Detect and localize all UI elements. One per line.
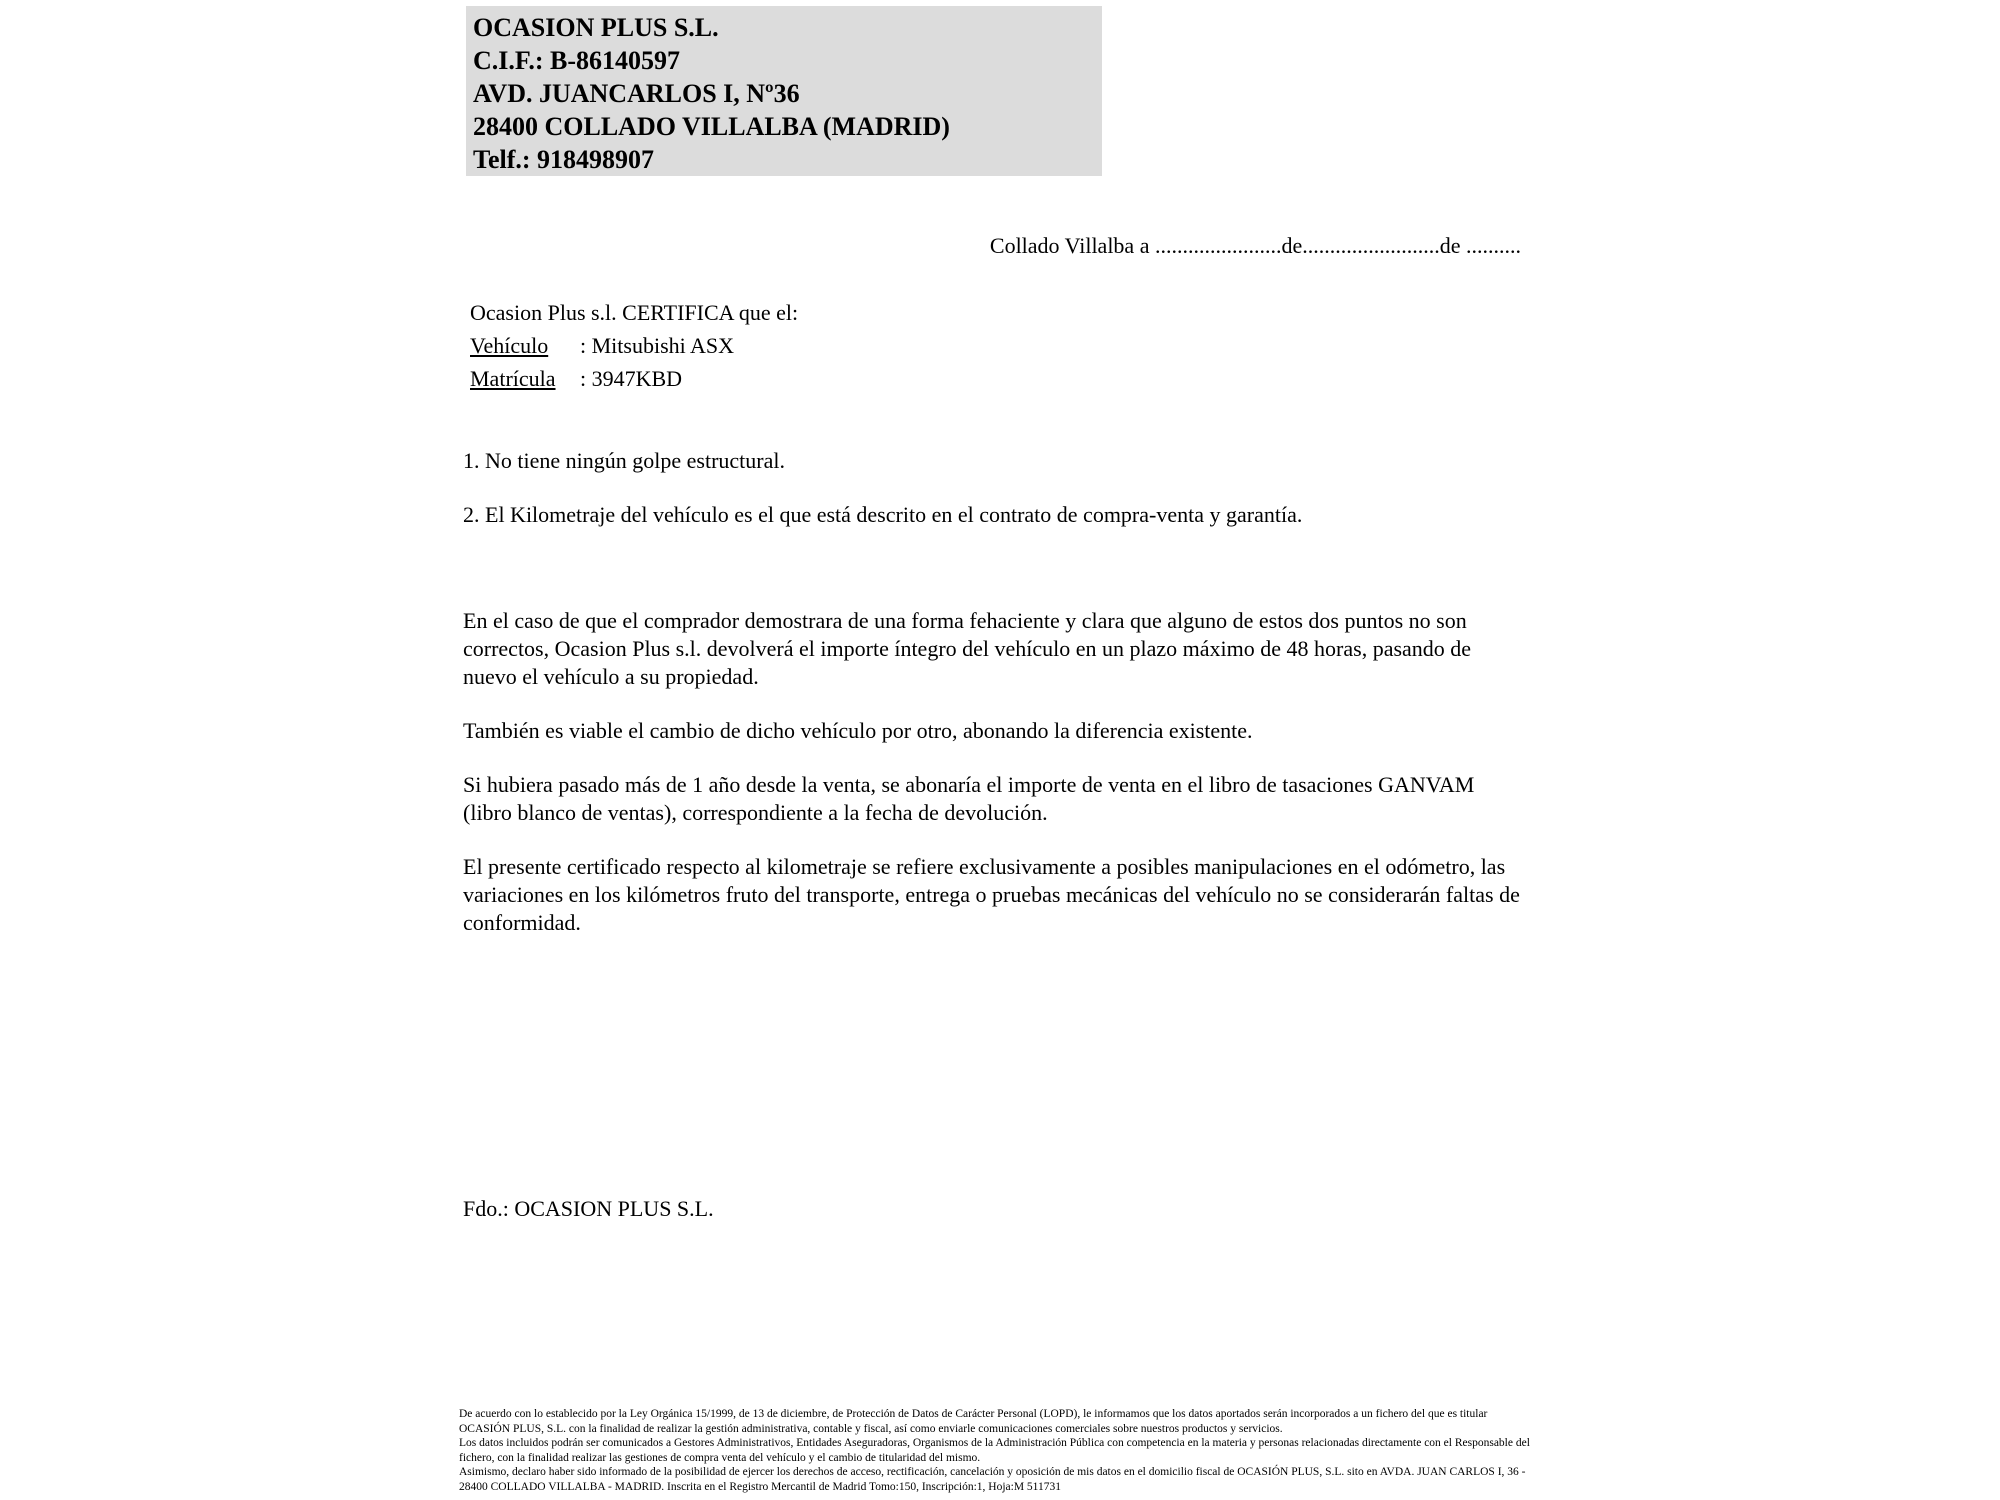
- vehicle-value: : Mitsubishi ASX: [580, 333, 735, 358]
- date-line: Collado Villalba a .......................de.........................de ..........: [989, 233, 1521, 258]
- company-city: 28400 COLLADO VILLALBA (MADRID): [473, 112, 950, 141]
- legal-paragraph-data-sharing: Los datos incluidos podrán ser comunicados a Gestores Administrativos, Entidades Aseguradoras, Organismos de la Administración Pública con competencia en la materia y personas relacionadas directamente con el Responsable del fichero, con la finalidad realizar las gestiones de compra venta del vehículo y el cambio de titularidad del mismo.: [459, 1437, 1530, 1464]
- paragraph-refund: En el caso de que el comprador demostrara de una forma fehaciente y clara que alguno de estos dos puntos no son correctos, Ocasion Plus s.l. devolverá el importe íntegro del vehículo en un plazo máximo de 48 horas, pasando de nuevo el vehículo a su propiedad.: [463, 608, 1472, 689]
- paragraph-exchange: También es viable el cambio de dicho vehículo por otro, abonando la diferencia existente.: [463, 718, 1253, 743]
- point-2: 2. El Kilometraje del vehículo es el que está descrito en el contrato de compra-venta y garantía.: [463, 502, 1303, 527]
- plate-field: [470, 362, 798, 395]
- company-header-block: [466, 6, 1102, 176]
- legal-footer: [459, 1407, 1539, 1494]
- plate-label: Matrícula: [470, 366, 556, 391]
- paragraph-ganvam: Si hubiera pasado más de 1 año desde la venta, se abonaría el importe de venta en el libro de tasaciones GANVAM (libro blanco de ventas), correspondiente a la fecha de devolución.: [463, 772, 1475, 825]
- point-1: 1. No tiene ningún golpe estructural.: [463, 448, 785, 473]
- signature-line: Fdo.: OCASION PLUS S.L.: [463, 1196, 714, 1221]
- paragraph-odometer: El presente certificado respecto al kilometraje se refiere exclusivamente a posibles manipulaciones en el odómetro, las variaciones en los kilómetros fruto del transporte, entrega o pruebas mecánicas del vehículo no se considerarán faltas de conformidad.: [463, 854, 1520, 935]
- vehicle-label: Vehículo: [470, 333, 549, 358]
- legal-paragraph-lopd: De acuerdo con lo establecido por la Ley Orgánica 15/1999, de 13 de diciembre, de Protección de Datos de Carácter Personal (LOPD), le informamos que los datos aportados serán incorporados a un fichero del que es titular OCASIÓN PLUS, S.L. con la finalidad de realizar la gestión administrativa, contable y fiscal, así como enviarle comunicaciones comerciales sobre nuestros productos y servicios.: [459, 1408, 1488, 1435]
- certification-block: [470, 296, 798, 395]
- company-cif: C.I.F.: B-86140597: [473, 46, 681, 75]
- body-paragraphs: [463, 607, 1521, 963]
- company-name: OCASION PLUS S.L.: [473, 13, 719, 42]
- company-address: AVD. JUANCARLOS I, Nº36: [473, 79, 800, 108]
- certification-intro: Ocasion Plus s.l. CERTIFICA que el:: [470, 300, 799, 325]
- vehicle-field: [470, 329, 798, 362]
- company-phone: Telf.: 918498907: [473, 145, 655, 174]
- points-block: [463, 447, 1523, 555]
- plate-value: : 3947KBD: [580, 366, 683, 391]
- legal-paragraph-rights: Asimismo, declaro haber sido informado de la posibilidad de ejercer los derechos de acceso, rectificación, cancelación y oposición de mis datos en el domicilio fiscal de OCASIÓN PLUS, S.L. sito en AVDA. JUAN CARLOS I, 36 - 28400 COLLADO VILLALBA - MADRID. Inscrita en el Registro Mercantil de Madrid Tomo:150, Inscripción:1, Hoja:M 511731: [459, 1466, 1526, 1493]
